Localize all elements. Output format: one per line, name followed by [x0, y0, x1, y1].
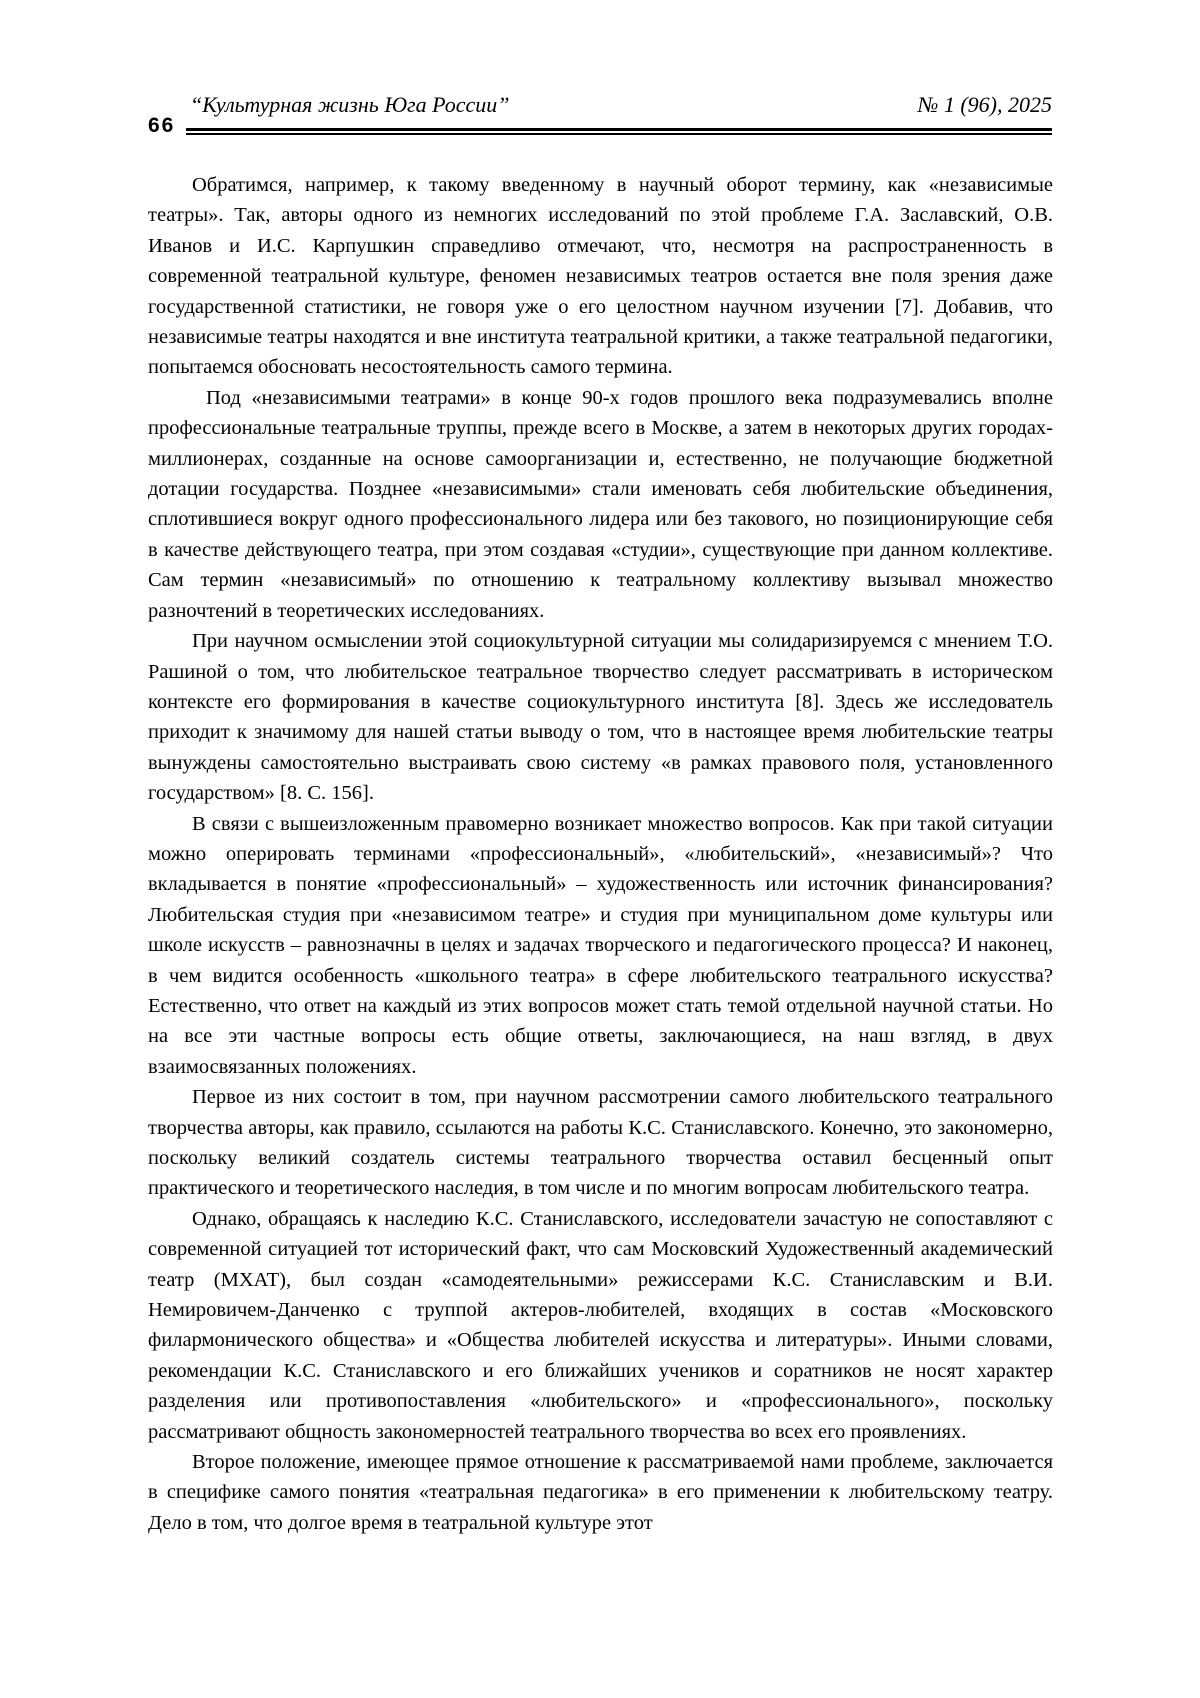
issue-info: № 1 (96), 2025: [917, 92, 1052, 117]
journal-title: “Культурная жизнь Юга России”: [190, 92, 510, 117]
paragraph: Первое из них состоит в том, при научном рассмотрении самого любительского театрального творчества авторы, как правило, ссылаются на работы К.С. Станиславского. Конечно, это закономерно, поскольку великий создатель системы театрального творчества оставил бесценный опыт практического и теоретического наследия, в том числе и по многим вопросам любительского театра.: [148, 1086, 1053, 1200]
page-header: [148, 92, 1052, 137]
article-body: [148, 170, 1053, 1538]
header-divider-thin: [186, 133, 1052, 135]
paragraph: При научном осмыслении этой социокультурной ситуации мы солидаризируемся с мнением Т.О. Рашиной о том, что любительское театральное творчество следует рассматривать в историческом контексте его формирования в качестве социокультурного института [8]. Здесь же исследователь приходит к значимому для нашей статьи выводу о том, что в настоящее время любительские театры вынуждены самостоятельно выстраивать свою систему «в рамках правового поля, установленного государством» [8. С. 156].: [148, 630, 1053, 805]
header-divider: [186, 128, 1052, 135]
paragraph: Второе положение, имеющее прямое отношение к рассматриваемой нами проблеме, заключается в специфике самого понятия «театральная педагогика» в его применении к любительскому театру. Дело в том, что долгое время в театральной культуре этот: [148, 1451, 1053, 1534]
paragraph: Под «независимыми театрами» в конце 90-х годов прошлого века подразумевались вполне профессиональные театральные труппы, прежде всего в Москве, а затем в некоторых других городах-миллионерах, созданные на основе самоорганизации и, естественно, не получающие бюджетной дотации государства. Позднее «независимыми» стали именовать себя любительские объединения, сплотившиеся вокруг одного профессионального лидера или без такового, но позиционирующие себя в качестве действующего театра, при этом создавая «студии», существующие при данном коллективе. Сам термин «независимый» по отношению к театральному коллективу вызывал множество разночтений в теоретических исследованиях.: [148, 386, 1053, 622]
page-number: 66: [148, 114, 176, 137]
paragraph: В связи с вышеизложенным правомерно возникает множество вопросов. Как при такой ситуации можно оперировать терминами «профессиональный», «любительский», «независимый»? Что вкладывается в понятие «профессиональный» – художественность или источник финансирования? Любительская студия при «независимом театре» и студия при муниципальном доме культуры или школе искусств – равнозначны в целях и задачах творческого и педагогического процесса? И наконец, в чем видится особенность «школьного театра» в сфере любительского театрального искусства? Естественно, что ответ на каждый из этих вопросов может стать темой отдельной научной статьи. Но на все эти частные вопросы есть общие ответы, заключающиеся, на наш взгляд, в двух взаимосвязанных положениях.: [148, 812, 1053, 1078]
paragraph: Обратимся, например, к такому введенному в научный оборот термину, как «независимые театры». Так, авторы одного из немногих исследований по этой проблеме Г.А. Заславский, О.В. Иванов и И.С. Карпушкин справедливо отмечают, что, несмотря на распространенность в современной театральной культуре, феномен независимых театров остается вне поля зрения даже государственной статистики, не говоря уже о его целостном научном изучении [7]. Добавив, что независимые театры находятся и вне института театральной критики, а также театральной педагогики, попытаемся обосновать несостоятельность самого термина.: [148, 174, 1053, 379]
paragraph: Однако, обращаясь к наследию К.С. Станиславского, исследователи зачастую не сопоставляют с современной ситуацией тот исторический факт, что сам Московский Художественный академический театр (МХАТ), был создан «самодеятельными» режиссерами К.С. Станиславским и В.И. Немировичем-Данченко с труппой актеров-любителей, входящих в состав «Московского филармонического общества» и «Общества любителей искусства и литературы». Иными словами, рекомендации К.С. Станиславского и его ближайших учеников и соратников не носят характер разделения или противопоставления «любительского» и «профессионального», поскольку рассматривают общность закономерностей театрального творчества во всех его проявлениях.: [148, 1207, 1053, 1443]
